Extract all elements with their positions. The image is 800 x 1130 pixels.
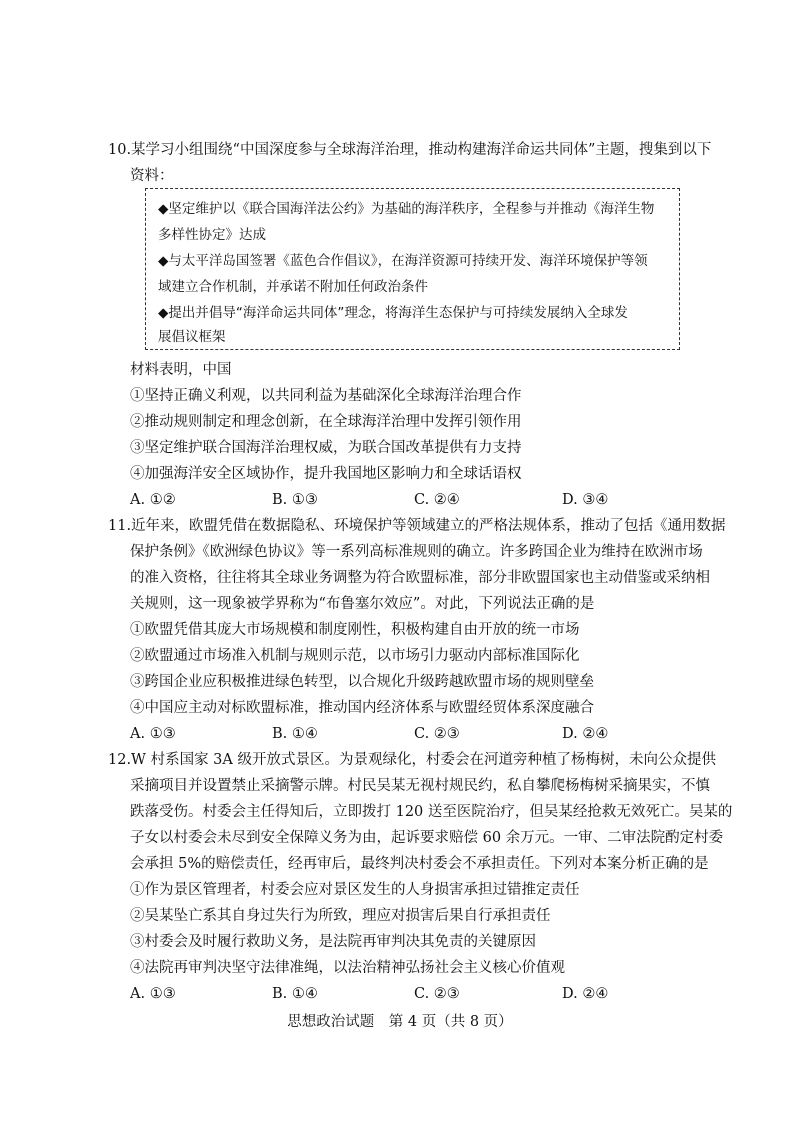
q12-item-4: ④法院再审判决坚守法律准绳，以法治精神弘扬社会主义核心价值观 bbox=[130, 960, 565, 976]
q12-option-a[interactable]: A. ①③ bbox=[130, 986, 176, 1002]
q12-stem-line-3: 跌落受伤。村委会主任得知后，立即拨打 120 送至医院治疗，但吴某经抢救无效死亡。吴某的 bbox=[130, 804, 733, 820]
q11-stem-line-1: 11.近年来，欧盟凭借在数据隐私、环境保护等领域建立的严格法规体系，推动了包括《通用数据 bbox=[108, 518, 726, 534]
q10-box-line-4: 域建立合作机制，并承诺不附加任何政治条件 bbox=[158, 279, 428, 295]
q11-stem-line-3: 的准入资格，往往将其全球业务调整为符合欧盟标准，部分非欧盟国家也主动借鉴或采纳相 bbox=[130, 570, 710, 586]
q11-item-2: ②欧盟通过市场准入机制与规则示范，以市场引力驱动内部标准国际化 bbox=[130, 648, 580, 664]
page-footer: 思想政治试题 第 4 页（共 8 页） bbox=[287, 1014, 513, 1030]
q12-item-2: ②吴某坠亡系其自身过失行为所致，理应对损害后果自行承担责任 bbox=[130, 908, 551, 924]
q11-option-b[interactable]: B. ①④ bbox=[272, 726, 318, 742]
q12-option-b[interactable]: B. ①④ bbox=[272, 986, 318, 1002]
q10-stem-line-2: 资料： bbox=[130, 168, 174, 184]
q10-box-line-2: 多样性协定》达成 bbox=[158, 227, 266, 243]
q10-option-d[interactable]: D. ③④ bbox=[562, 492, 609, 508]
q10-box-line-6: 展倡议框架 bbox=[158, 329, 226, 345]
q12-stem-line-2: 采摘项目并设置禁止采摘警示牌。村民吴某无视村规民约，私自攀爬杨梅树采摘果实，不慎 bbox=[130, 778, 710, 794]
q10-item-3: ③坚定维护联合国海洋治理权威，为联合国改革提供有力支持 bbox=[130, 440, 522, 456]
q12-stem-line-4: 子女以村委会未尽到安全保障义务为由，起诉要求赔偿 60 余万元。一审、二审法院酌定村委 bbox=[130, 830, 724, 846]
q12-item-1: ①作为景区管理者，村委会应对景区发生的人身损害承担过错推定责任 bbox=[130, 882, 580, 898]
q12-option-d[interactable]: D. ②④ bbox=[562, 986, 609, 1002]
q10-box-line-3: ◆与太平洋岛国签署《蓝色合作倡议》，在海洋资源可持续开发、海洋环境保护等领 bbox=[158, 253, 648, 269]
q11-option-c[interactable]: C. ②③ bbox=[414, 726, 460, 742]
q11-item-1: ①欧盟凭借其庞大市场规模和制度刚性，积极构建自由开放的统一市场 bbox=[130, 622, 580, 638]
q10-item-1: ①坚持正确义利观，以共同利益为基础深化全球海洋治理合作 bbox=[130, 388, 522, 404]
q10-box-line-1: ◆坚定维护以《联合国海洋法公约》为基础的海洋秩序，全程参与并推动《海洋生物 bbox=[158, 201, 655, 217]
q11-item-3: ③跨国企业应积极推进绿色转型，以合规化升级跨越欧盟市场的规则壁垒 bbox=[130, 674, 594, 690]
q10-item-2: ②推动规则制定和理念创新，在全球海洋治理中发挥引领作用 bbox=[130, 414, 522, 430]
q12-item-3: ③村委会及时履行救助义务，是法院再审判决其免责的关键原因 bbox=[130, 934, 536, 950]
q11-stem-line-4: 关规则，这一现象被学界称为“布鲁塞尔效应”。对此，下列说法正确的是 bbox=[130, 596, 595, 612]
q10-stem-line-1: 10.某学习小组围绕“中国深度参与全球海洋治理，推动构建海洋命运共同体”主题，搜集到以下 bbox=[108, 142, 712, 158]
q10-material-box bbox=[145, 188, 680, 350]
q10-box-line-5: ◆提出并倡导“海洋命运共同体”理念，将海洋生态保护与可持续发展纳入全球发 bbox=[158, 305, 628, 321]
q10-lead: 材料表明，中国 bbox=[130, 362, 232, 378]
q10-option-c[interactable]: C. ②④ bbox=[414, 492, 460, 508]
q10-option-a[interactable]: A. ①② bbox=[130, 492, 176, 508]
q12-stem-line-5: 会承担 5%的赔偿责任，经再审后，最终判决村委会不承担责任。下列对本案分析正确的是 bbox=[130, 856, 709, 872]
q10-option-b[interactable]: B. ①③ bbox=[272, 492, 318, 508]
q11-option-d[interactable]: D. ②④ bbox=[562, 726, 609, 742]
q12-option-c[interactable]: C. ②③ bbox=[414, 986, 460, 1002]
q11-stem-line-2: 保护条例》《欧洲绿色协议》等一系列高标准规则的确立。许多跨国企业为维持在欧洲市场 bbox=[130, 544, 703, 560]
q11-item-4: ④中国应主动对标欧盟标准，推动国内经济体系与欧盟经贸体系深度融合 bbox=[130, 700, 594, 716]
q11-option-a[interactable]: A. ①③ bbox=[130, 726, 176, 742]
q12-stem-line-1: 12.W 村系国家 3A 级开放式景区。为景观绿化，村委会在河道旁种植了杨梅树，未向公众提供 bbox=[108, 752, 716, 768]
q10-item-4: ④加强海洋安全区域协作，提升我国地区影响力和全球话语权 bbox=[130, 466, 522, 482]
